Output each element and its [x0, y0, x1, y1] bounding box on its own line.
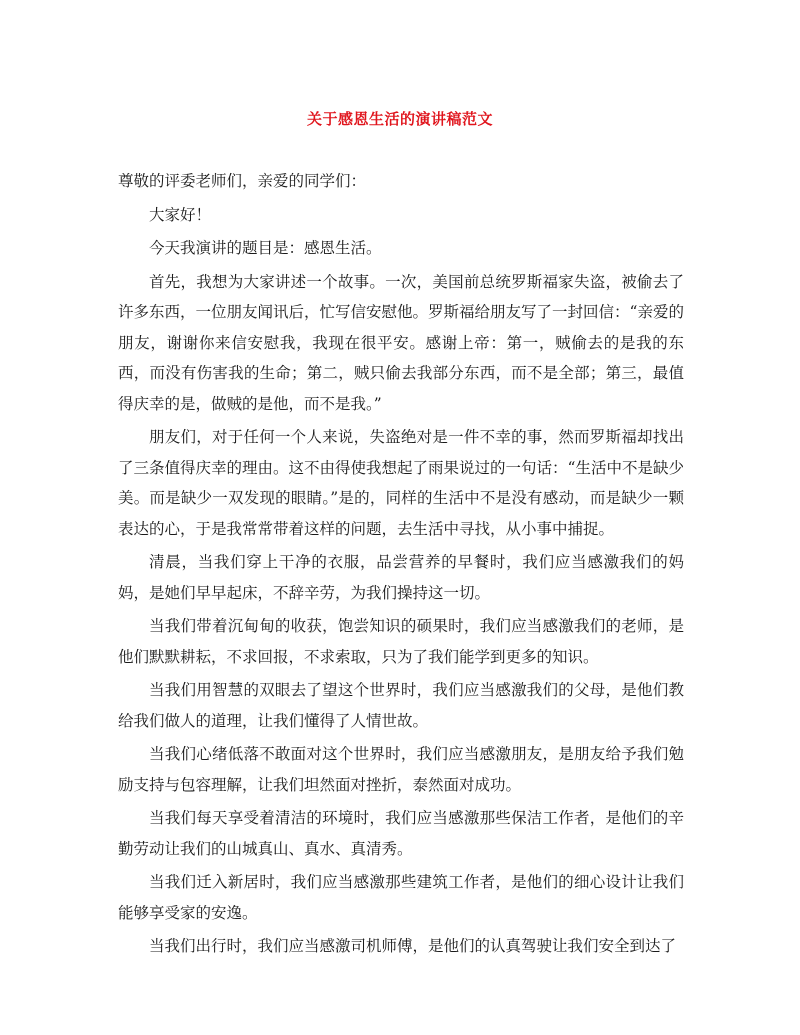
- document-body: [118, 166, 684, 965]
- body-paragraph: 当我们心绪低落不敢面对这个世界时，我们应当感激朋友，是朋友给予我们勉励支持与包容理解，让我们坦然面对挫折，泰然面对成功。: [118, 745, 684, 794]
- document-title: 关于感恩生活的演讲稿范文: [306, 110, 493, 128]
- body-paragraph: 清晨，当我们穿上干净的衣服，品尝营养的早餐时，我们应当感激我们的妈妈，是她们早早起床，不辞辛劳，为我们操持这一切。: [118, 553, 684, 602]
- body-paragraph: 当我们每天享受着清洁的环境时，我们应当感激那些保洁工作者，是他们的辛勤劳动让我们的山城真山、真水、真清秀。: [118, 809, 684, 858]
- body-paragraph: 首先，我想为大家讲述一个故事。一次，美国前总统罗斯福家失盗，被偷去了许多东西，一位朋友闻讯后，忙写信安慰他。罗斯福给朋友写了一封回信：“亲爱的朋友，谢谢你来信安慰我，我现在很平安。感谢上帝：第一，贼偷去的是我的东西，而没有伤害我的生命；第二，贼只偷去我部分东西，而不是全部；第三，最值得庆幸的是，做贼的是他，而不是我。”: [118, 272, 684, 413]
- salutation-paragraph: 尊敬的评委老师们，亲爱的同学们：: [118, 172, 367, 190]
- topic-paragraph: 今天我演讲的题目是：感恩生活。: [149, 239, 382, 257]
- body-paragraph: 朋友们，对于任何一个人来说，失盗绝对是一件不幸的事，然而罗斯福却找出了三条值得庆幸的理由。这不由得使我想起了雨果说过的一句话：“生活中不是缺少美。而是缺少一双发现的眼睛。”是的，同样的生活中不是没有感动，而是缺少一颗表达的心，于是我常常带着这样的问题，去生活中寻找，从小事中捕捉。: [118, 428, 684, 538]
- body-paragraph: 当我们用智慧的双眼去了望这个世界时，我们应当感激我们的父母，是他们教给我们做人的道理，让我们懂得了人情世故。: [118, 681, 684, 730]
- body-paragraph: 当我们出行时，我们应当感激司机师傅，是他们的认真驾驶让我们安全到达了: [149, 937, 677, 955]
- greeting-paragraph: 大家好！: [149, 205, 212, 224]
- body-paragraph: 当我们带着沉甸甸的收获，饱尝知识的硕果时，我们应当感激我们的老师，是他们默默耕耘，不求回报，不求索取，只为了我们能学到更多的知识。: [118, 617, 684, 666]
- body-paragraph: 当我们迁入新居时，我们应当感激那些建筑工作者，是他们的细心设计让我们能够享受家的安逸。: [118, 873, 684, 922]
